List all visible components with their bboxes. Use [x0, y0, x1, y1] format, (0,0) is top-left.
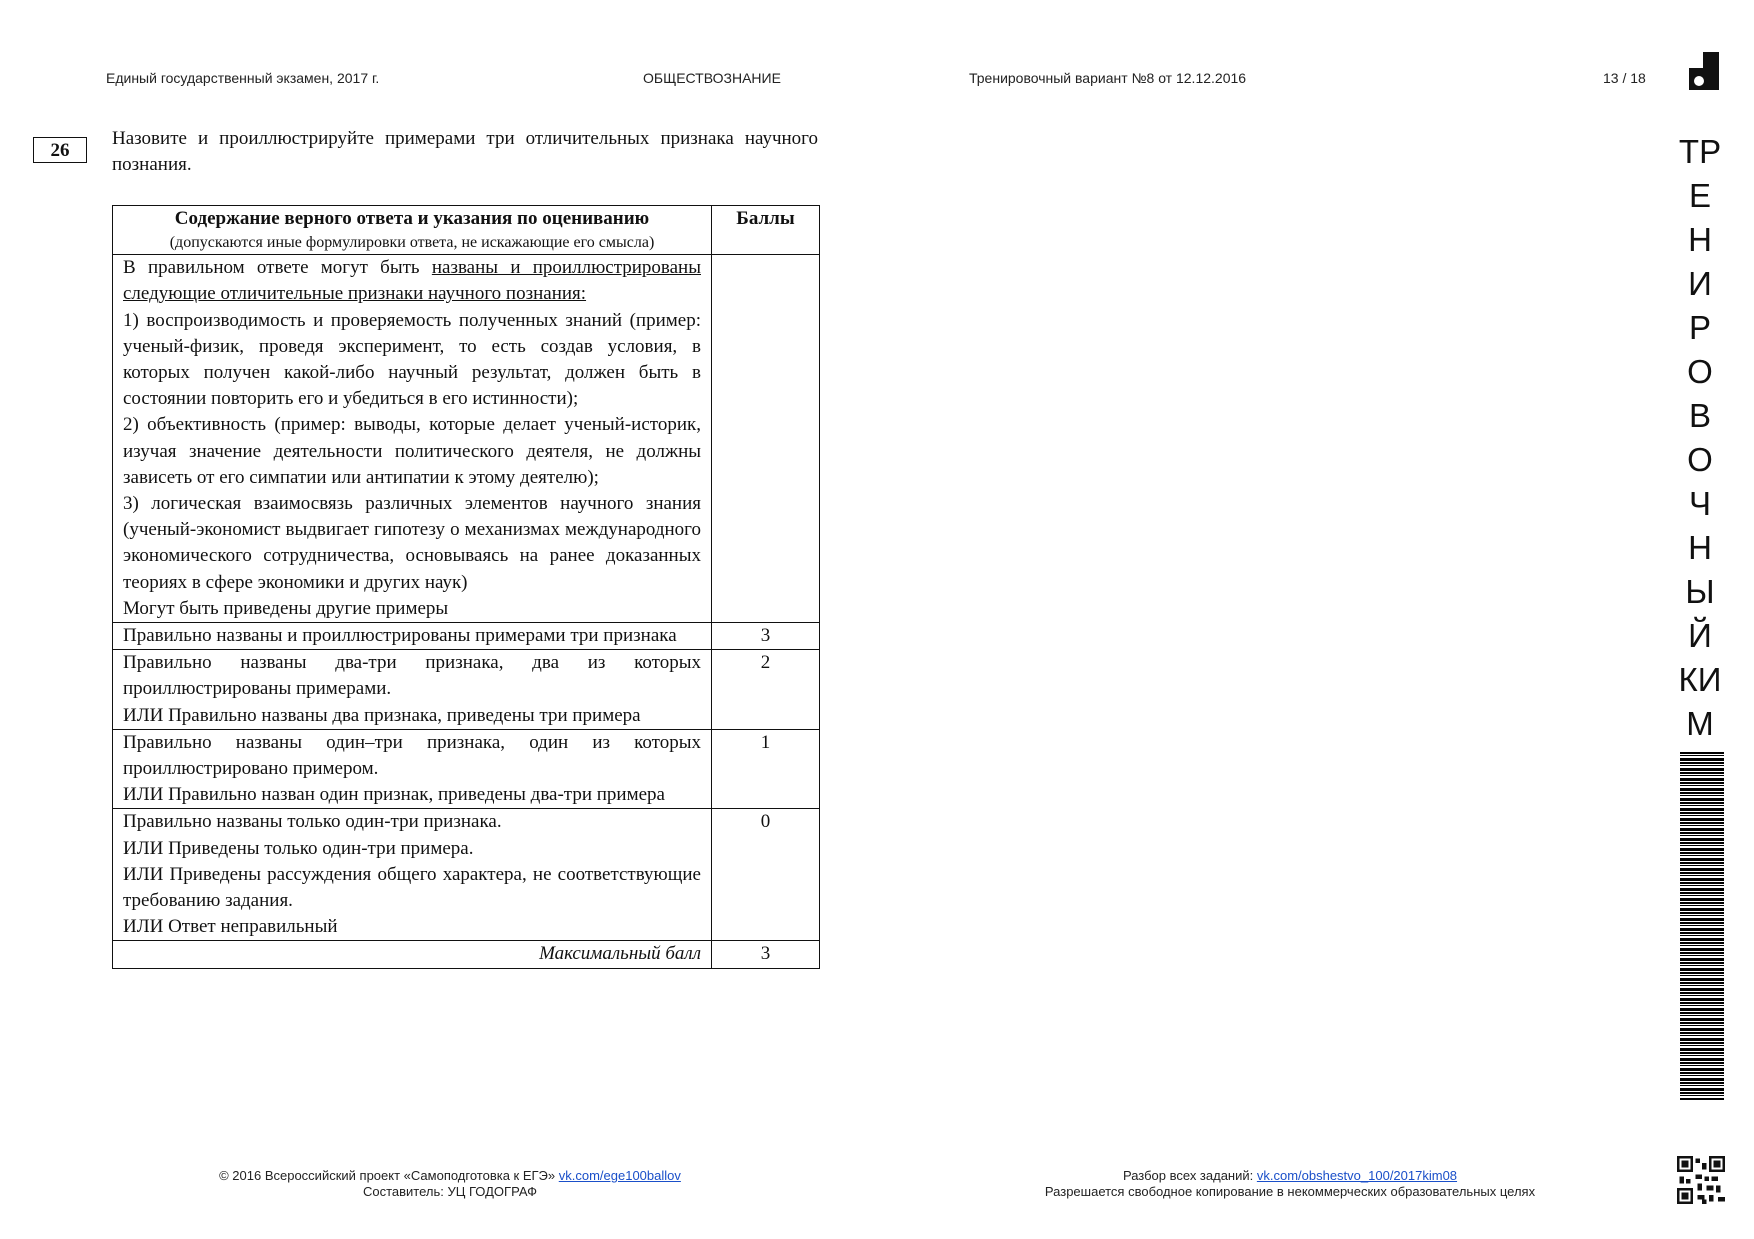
criteria-line: ИЛИ Приведены рассуждения общего характера, не соответствующие требованию задания. — [123, 863, 701, 912]
answer-item: 3) логическая взаимосвязь различных элементов научного знания (ученый-экономист выдвигает гипотезу о механизмах международного экономического сотрудничества, основываясь на ранее доказанных теориях в сфере экономики и других наук) — [123, 493, 701, 593]
criteria-line: Правильно названы только один-три признака. — [123, 811, 502, 833]
side-label — [1676, 130, 1724, 746]
answer-note: Могут быть приведены другие примеры — [123, 597, 449, 619]
answer-item: 1) воспроизводимость и проверяемость полученных знаний (пример: ученый-физик, проведя эксперимент, то есть создав условия, в которых получен какой-либо научный результат, должен быть в состоянии повторить его и убедиться в его истинности); — [123, 309, 701, 410]
corner-marker-icon — [1689, 52, 1719, 90]
criteria-line: ИЛИ Приведены только один-три примера. — [123, 837, 474, 859]
answer-content-cell — [113, 255, 712, 623]
side-letter: ТР — [1678, 133, 1722, 170]
footer-left-link[interactable]: vk.com/ege100ballov — [558, 1168, 681, 1183]
side-letter: Ч — [1689, 485, 1711, 522]
footer-right-line2: Разрешается свободное копирование в некоммерческих образовательных целях — [1044, 1184, 1536, 1199]
subject-title: ОБЩЕСТВОЗНАНИЕ — [643, 70, 781, 86]
criteria-text — [113, 623, 712, 650]
criteria-row — [113, 650, 820, 730]
answer-content-row — [113, 255, 820, 623]
criteria-line: ИЛИ Ответ неправильный — [123, 916, 338, 938]
side-letter: О — [1687, 441, 1713, 478]
header-content-cell — [113, 206, 712, 255]
answer-item: 2) объективность (пример: выводы, которые делает ученый-историк, изучая значение деятельности политического деятеля, не должны зависеть от его симпатии или антипатии к этому деятелю); — [123, 414, 701, 488]
max-score-row — [113, 941, 820, 968]
qr-code-icon — [1677, 1156, 1725, 1204]
criteria-text — [113, 729, 712, 809]
side-letter: Е — [1688, 177, 1711, 214]
answer-intro-underlined: названы и проиллюстрированы следующие отличительные признаки научного познания: — [123, 257, 701, 305]
criteria-line: Правильно названы и проиллюстрированы примерами три признака — [123, 625, 677, 647]
side-letter: Ы — [1685, 573, 1715, 610]
max-score-label: Максимальный балл — [113, 941, 712, 968]
criteria-points: 0 — [712, 809, 820, 941]
criteria-text — [113, 650, 712, 730]
task-number: 26 — [33, 137, 87, 163]
answer-intro — [123, 255, 701, 307]
side-letter: И — [1688, 265, 1712, 302]
header-main: Содержание верного ответа и указания по оцениванию — [174, 208, 650, 229]
criteria-points: 3 — [712, 623, 820, 650]
table-header-row — [113, 206, 820, 255]
side-letter: В — [1688, 397, 1711, 434]
footer-left-text: © 2016 Всероссийский проект «Самоподготовка к ЕГЭ» — [219, 1168, 559, 1183]
max-score-value: 3 — [712, 941, 820, 968]
answer-table — [112, 205, 820, 969]
page-number: 13 / 18 — [1603, 70, 1646, 86]
exam-title: Единый государственный экзамен, 2017 г. — [106, 70, 380, 86]
answer-points-empty — [712, 255, 820, 623]
criteria-points: 1 — [712, 729, 820, 809]
answer-intro-plain: В правильном ответе могут быть — [123, 257, 432, 279]
footer-right-link[interactable]: vk.com/obshestvo_100/2017kim08 — [1256, 1168, 1458, 1183]
side-letter: Н — [1688, 529, 1712, 566]
footer-left — [140, 1168, 760, 1200]
footer-left-line2: Составитель: УЦ ГОДОГРАФ — [362, 1184, 537, 1199]
criteria-line: ИЛИ Правильно названы два признака, приведены три примера — [123, 704, 641, 726]
criteria-row — [113, 809, 820, 941]
side-letter: М — [1686, 705, 1714, 742]
task-question: Назовите и проиллюстрируйте примерами три отличительных признака научного познания. — [112, 128, 818, 175]
criteria-line: ИЛИ Правильно назван один признак, приведены два-три примера — [123, 784, 665, 806]
header-sub: (допускаются иные формулировки ответа, не искажающие его смысла) — [169, 234, 655, 252]
side-letter: Р — [1688, 309, 1711, 346]
variant-title: Тренировочный вариант №8 от 12.12.2016 — [969, 70, 1247, 86]
side-letter: О — [1687, 353, 1713, 390]
header-points: Баллы — [712, 206, 820, 255]
criteria-row — [113, 729, 820, 809]
criteria-line: Правильно названы два-три признака, два из которых проиллюстрированы примерами. — [123, 652, 701, 700]
criteria-points: 2 — [712, 650, 820, 730]
criteria-text — [113, 809, 712, 941]
footer-right-text: Разбор всех заданий: — [1122, 1168, 1257, 1183]
side-letter: Н — [1688, 221, 1712, 258]
criteria-line: Правильно названы один–три признака, один из которых проиллюстрировано примером. — [123, 731, 701, 780]
side-letter: КИ — [1678, 661, 1722, 698]
criteria-row — [113, 623, 820, 650]
footer-right — [1000, 1168, 1580, 1200]
barcode-icon — [1680, 752, 1724, 1100]
side-letter: Й — [1688, 617, 1712, 654]
